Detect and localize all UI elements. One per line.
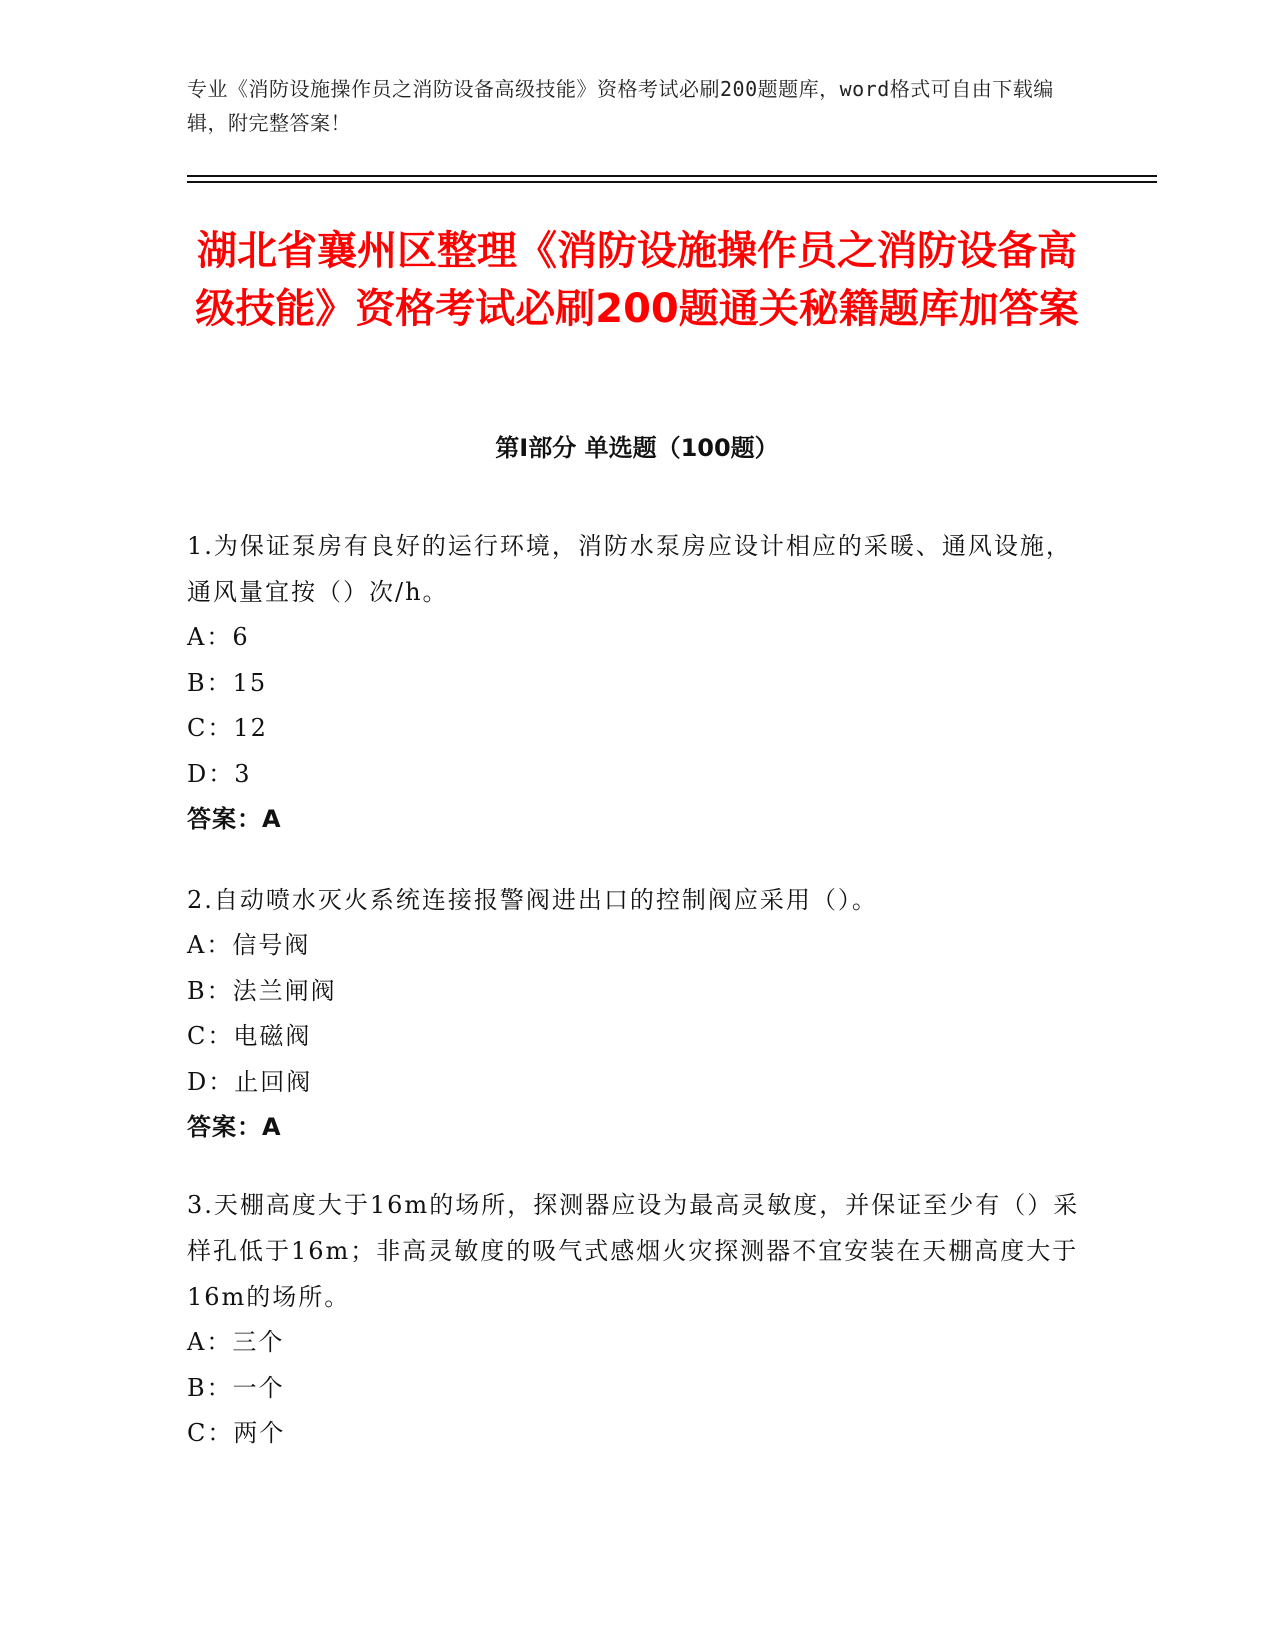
option-letter: B： [187,668,233,697]
option-text: 6 [232,623,250,651]
option-b [187,969,1087,1015]
document-header-note: 专业《消防设施操作员之消防设备高级技能》资格考试必刷200题题库，word格式可自由下载编辑，附完整答案！ [187,77,1054,135]
option-c [187,1014,1087,1060]
option-text: 信号阀 [232,931,311,959]
section-title: 第I部分 单选题（100题） [495,434,779,462]
question-stem: 2.自动喷水灭火系统连接报警阀进出口的控制阀应采用（）。 [187,886,878,914]
option-letter: A： [187,623,233,651]
option-text: 三个 [232,1328,285,1356]
option-letter: B： [187,976,233,1005]
question-1 [187,523,1087,842]
header-divider-line-bottom [187,181,1157,183]
option-b [187,661,1087,707]
option-b [187,1366,1087,1412]
option-text: 12 [233,714,268,742]
option-a [187,923,1087,969]
option-letter: C： [187,1419,234,1447]
option-d [187,752,1087,798]
option-text: 电磁阀 [233,1022,312,1050]
question-3 [187,1182,1087,1457]
option-a [187,1320,1087,1366]
option-a [187,615,1087,661]
option-d [187,1060,1087,1106]
option-letter: B： [187,1373,233,1402]
option-text: 两个 [233,1419,286,1447]
option-text: 法兰闸阀 [232,976,337,1005]
option-letter: A： [187,1328,233,1356]
option-text: 一个 [232,1373,285,1402]
option-letter: D： [187,759,235,788]
answer-line: 答案：A [187,805,282,833]
option-letter: C： [187,1022,234,1050]
answer-line: 答案：A [187,1113,282,1141]
option-letter: C： [187,714,234,742]
header-divider-line-top [187,175,1157,177]
option-text: 止回阀 [234,1067,313,1096]
option-c [187,1411,1087,1457]
question-2 [187,877,1087,1150]
option-letter: D： [187,1067,235,1096]
option-letter: A： [187,931,233,959]
option-text: 15 [232,668,268,697]
option-text: 3 [234,759,252,788]
question-stem: 1.为保证泵房有良好的运行环境，消防水泵房应设计相应的采暖、通风设施，通风量宜按（）次/h。 [187,532,1072,606]
question-stem: 3.天棚高度大于16m的场所，探测器应设为最高灵敏度，并保证至少有（）采样孔低于16m；非高灵敏度的吸气式感烟火灾探测器不宜安装在天棚高度大于16m的场所。 [187,1191,1080,1311]
document-title: 湖北省襄州区整理《消防设施操作员之消防设备高级技能》资格考试必刷200题通关秘籍题库加答案 [195,228,1079,332]
option-c [187,706,1087,752]
